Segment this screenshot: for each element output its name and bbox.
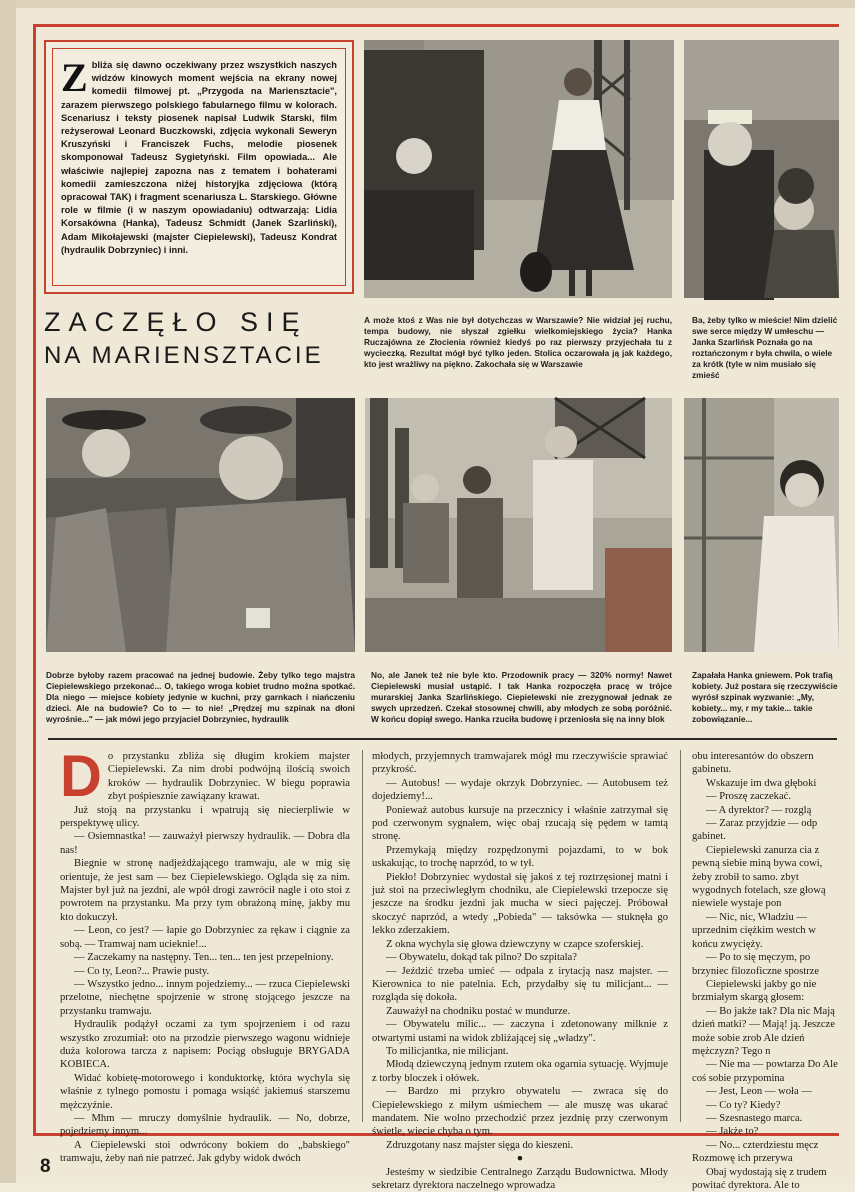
column-rule-2	[680, 750, 681, 1122]
story-column-2	[372, 750, 668, 1191]
story-column-1	[60, 744, 350, 1165]
story-paragraph: Widać kobietę-motorowego i konduktorkę, która wychyla się właśnie z tylnego pomostu i pomaga wsiąść jakiemuś starszemu mężczyźnie.	[60, 1072, 350, 1111]
story-paragraph: Zauważył na chodniku postać w mundurze.	[386, 1005, 571, 1017]
story-paragraph: Biegnie w stronę nadjeżdżającego tramwaju, ale w mig się orientuje, że jest sam — bez Ciepielewskiego. Ogląda się za nim. Majster był już na jezdni, ale wpół drogi zawrócił nagle i oto stoi z powrotem na przystanku. Ma przy tym obrażoną minę, jakby mu kto dokuczył.	[60, 858, 350, 923]
story-paragraph: — Zaraz przyjdzie — odp gabinet.	[692, 818, 818, 843]
story-paragraph: — Obywatelu milic... — zaczyna i zdetonowany milknie z otwartymi ustami na widok zbliżającej się „władzy".	[372, 1019, 668, 1044]
title-line-1: ZACZĘŁO SIĘ	[44, 307, 308, 337]
story-paragraph: — Jest, Leon — woła —	[706, 1086, 812, 1098]
story-paragraph: Wskazuje im dwa głęboki	[706, 777, 817, 789]
story-paragraph: — Jeździć trzeba umieć — odpala z irytacją nasz majster. — Kierownica to nie patelnia. Ech, przydałby się tu milicjant... — rozgląda się dokoła.	[372, 965, 668, 1004]
section-divider	[48, 738, 837, 740]
title-line-2: NA MARIENSZTACIE	[44, 342, 324, 369]
photo-bricklayers-crew	[365, 398, 672, 652]
story-paragraph: Z okna wychyla się głowa dziewczyny w czapce szoferskiej.	[386, 938, 644, 950]
story-paragraph: — Obywatelu, dokąd tak pilno? Do szpitala?	[386, 952, 577, 964]
story-paragraph: Zdruzgotany nasz majster sięga do kieszeni.	[386, 1139, 574, 1151]
story-paragraph: — Leon, co jest? — łapie go Dobrzyniec za rękaw i ciągnie za sobą. — Tramwaj nam ucieknie!...	[60, 925, 350, 950]
story-paragraph: A Ciepielewski stoi odwrócony bokiem do „babskiego" tramwaju, żeby nań nie patrzeć. Jak gdyby widok dwóch	[60, 1139, 350, 1165]
story-paragraph: Hydraulik podążył oczami za tym spojrzeniem i od razu wszystko zrozumiał: oto na przodzie pierwszego wagonu widnieje duża kolorowa tarcza z napisem: Pociąg obsługuje BRYGADA KOBIECA.	[60, 1019, 350, 1071]
caption-photo-1: A może ktoś z Was nie był dotychczas w Warszawie? Nie widział jej ruchu, tempa budowy, nie słyszał zgiełku wielkomiejskiego życia? Hanka Ruczajówna ze Złocienia również kiedyś po raz pierwszy przyjechała tu z wycieczką. Rezultat mógł być tylko jeden. Stolica oczarowała ją jak każdego, kto jest wrażliwy na piękno. Zakochała się w Warszawie	[364, 315, 672, 369]
story-paragraph: Przemykają między rozpędzonymi pojazdami, to w bok uskakując, to trochę naprzód, to w tył.	[372, 844, 668, 870]
caption-photo-3: Dobrze byłoby razem pracować na jednej budowie. Żeby tylko tego majstra Ciepielewskiego przekonać... O, takiego wroga kobiet trudno można spotkać. Dla niego — miejsce kobiety jedynie w kuchni, przy garnkach i niańczeniu dzieci. Ale na budowie? Co to — to nie! „Prędzej mu szpinak na dłoni wyrośnie..." — jak mówi jego przyjaciel Dobrzyniec, hydraulik	[46, 670, 355, 724]
caption-photo-2: Ba, żeby tylko w mieście! Nim dzielić swe serce między W umłeschu — Janka Szarlińsk Poznała go na roztańczonym r była chwila, o wiele za krótk (tyle w nim musiało się zmieść	[692, 315, 838, 380]
story-paragraph: — Nie ma — powtarza Do Ale coś sobie przypomina	[692, 1059, 838, 1084]
paper-edge-left	[0, 0, 16, 1183]
story-paragraph: Ciepielewski zanurza cia z pewną siebie miną bywa cowi, żeby zrobił to samo. zbyt wygodnych fotelach, sze głową niewiele wystaje pon	[692, 844, 826, 910]
story-paragraph: — Mhm — mruczy domyślnie hydraulik. — No, dobrze, pojedziemy innym...	[60, 1112, 350, 1138]
story-paragraph: To milicjantka, nie milicjant.	[386, 1045, 509, 1057]
story-paragraph: Już stoją na przystanku i wpatrują się niecierpliwie w perspektywę ulicy.	[60, 804, 350, 830]
intro-text: bliża się dawno oczekiwany przez wszystkich naszych widzów kinowych moment wejścia na ekrany nowej komedii filmowej pt. „Przygoda na Mariensztacie", zarazem pierwszego polskiego fabularnego filmu w kolorach. Scenariusz i teksty piosenek napisał Ludwik Starski, film reżyserował Leonard Buczkowski, zdjęcia wykonali Seweryn Kruszyński i Franciszek Fuchs, melodie piosenek skomponował Tadeusz Sygietyński. Film opowiada... Ale właściwie najlepiej zapozna nas z tematem i bohaterami komedii zamieszczona niżej historyjka zdjęciowa (którą opracował TAK) i fragment scenariusza L. Starskiego. Główne role w filmie (i w naszym opowiadaniu) odtwarzają: Lidia Korsakówna (Hanka), Tadeusz Schmidt (Janek Szarliński), Adam Mikołajewski (majster Ciepielewski), Tadeusz Kondrat (hydraulik Dobrzyniec) i inni.	[61, 60, 337, 255]
story-paragraph: Młodą dziewczyną jednym rzutem oka ogarnia sytuację. Wyjmuje z torby bloczek i ołówek.	[372, 1059, 668, 1084]
story-paragraph: Obaj wydostają się z trudem powitać dyrektora. Ale to	[692, 1166, 827, 1191]
story-paragraph: — Po to się męczym, po brzyniec filozoficzne spostrze	[692, 952, 820, 977]
column-rule-1	[362, 750, 363, 1122]
intro-text-frame	[52, 48, 346, 286]
story-paragraph: — Nic, nic, Władziu — uprzednim ciężkim westch w końcu zwycięży.	[692, 911, 816, 950]
story-paragraph: — Autobus! — wydaje okrzyk Dobrzyniec. — Autobusem też dojedziemy!...	[372, 777, 668, 803]
story-column-3	[692, 750, 838, 1191]
story-paragraph: — Zaczekamy na następny. Ten... ten... ten jest przepełniony.	[74, 952, 334, 964]
story-paragraph: — No... czterdziestu męcz Rozmowę ich przerywa	[692, 1139, 819, 1165]
story-paragraph: — Bardzo mi przykro obywatelu — zwraca się do Ciepielewskiego z miłym uśmiechem — ale muszę was ukarać mandatem. Nie wolno przechodzić przez jezdnię przy czerwonym świetle, wiecie chyba o tym.	[372, 1086, 668, 1138]
article-title	[44, 305, 356, 375]
story-paragraph: — Co ty, Leon?... Prawie pusty.	[74, 965, 210, 977]
story-paragraph: — A dyrektor? — rozglą	[706, 804, 812, 816]
caption-photo-5: Zapałała Hanka gniewem. Pok trafią kobiety. Już postara się rzeczywiście wyrósł szpinak wyzwanie: „My, kobiety... my, r my takie... takie zobowiązanie...	[692, 670, 838, 724]
story-paragraph: — Bo jakże tak? Dla nic Mają dzień matki? — Mają! ją. Jeszcze może sobie zrob Ale dzień mężczyzn? Tego n	[692, 1005, 835, 1057]
photo-ciepielewski-and-dobrzyniec	[46, 398, 355, 652]
story-paragraph: o przystanku zbliża się długim krokiem majster Ciepielewski. Za nim drobi podwójną ilością swoich kroków — hydraulik Dobrzyniec. W biegu poprawia zbyt pośpiesznie zawiązany krawat.	[107, 751, 350, 803]
story-paragraph: Piekło! Dobrzyniec wydostał się jakoś z tej roztrzęsionej matni i już stoi na przeciwległym chodniku, ale Ciepielewski trzepocze się jeszcze na środku jezdni jak mucha w sieci pajęczej. Próbował skoczyć naprzód, a wtedy „Pobieda" — taksówka — stuknęła go lekko zderzakiem.	[372, 871, 668, 937]
story-paragraph: obu interesantów do obszern gabinetu.	[692, 751, 814, 776]
story-dropcap: D	[60, 744, 102, 809]
story-paragraph: — Wszystko jedno... innym pojedziemy... — rzuca Ciepielewski przelotne, niechętne spojrzenie w stronę stojącego jeszcze na przystanku tramwaju.	[60, 978, 350, 1017]
intro-dropcap: Z	[61, 55, 88, 100]
story-paragraph: młodych, przyjemnych tramwajarek mógł mu rzeczywiście sprawiać przykrość.	[372, 751, 668, 776]
story-paragraph: — Osiemnastka! — zauważył pierwszy hydraulik. — Dobra dla nas!	[60, 831, 350, 856]
story-paragraph: — Proszę zaczekać.	[706, 791, 791, 803]
intro-box	[44, 40, 354, 294]
caption-photo-4: No, ale Janek też nie byle kto. Przodownik pracy — 320% normy! Nawet Ciepielewski musiał ustąpić. I tak Hanka rozpoczęła pracę w trójce murarskiej Janka Szarlińskiego. Ciepielewski nie zrezygnował jednak ze swych uprzedzeń. Czekał stosownej chwili, aby młodych ze sobą poróżnić. W końcu dopiął swego. Hanka rzuciła budowę i przeniosła się na inny blok	[371, 670, 672, 724]
photo-janek-and-hanka	[684, 40, 839, 298]
story-paragraph: — Szesnastego marca.	[706, 1112, 803, 1124]
paper-edge-top	[0, 0, 855, 8]
photo-hanka-smiling	[684, 398, 839, 652]
section-bullet: ●	[516, 1153, 524, 1165]
story-paragraph: Jesteśmy w siedzibie Centralnego Zarządu Budownictwa. Młody sekretarz dyrektora naczelnego wprowadza	[372, 1166, 668, 1191]
page-number: 8	[40, 1156, 51, 1177]
photo-hanka-in-warsaw	[364, 40, 672, 298]
story-paragraph: Ciepielewski jakby go nie brzmiałym skargą głosem:	[692, 978, 817, 1004]
story-paragraph: Ponieważ autobus kursuje na przecznicy i właśnie zatrzymał się pod czerwonym sygnałem, więc obaj rzucają się pędem w tamtą stronę.	[372, 804, 668, 843]
story-paragraph: — Jakże to?	[706, 1126, 759, 1138]
story-paragraph: — Co ty? Kiedy?	[706, 1099, 781, 1111]
